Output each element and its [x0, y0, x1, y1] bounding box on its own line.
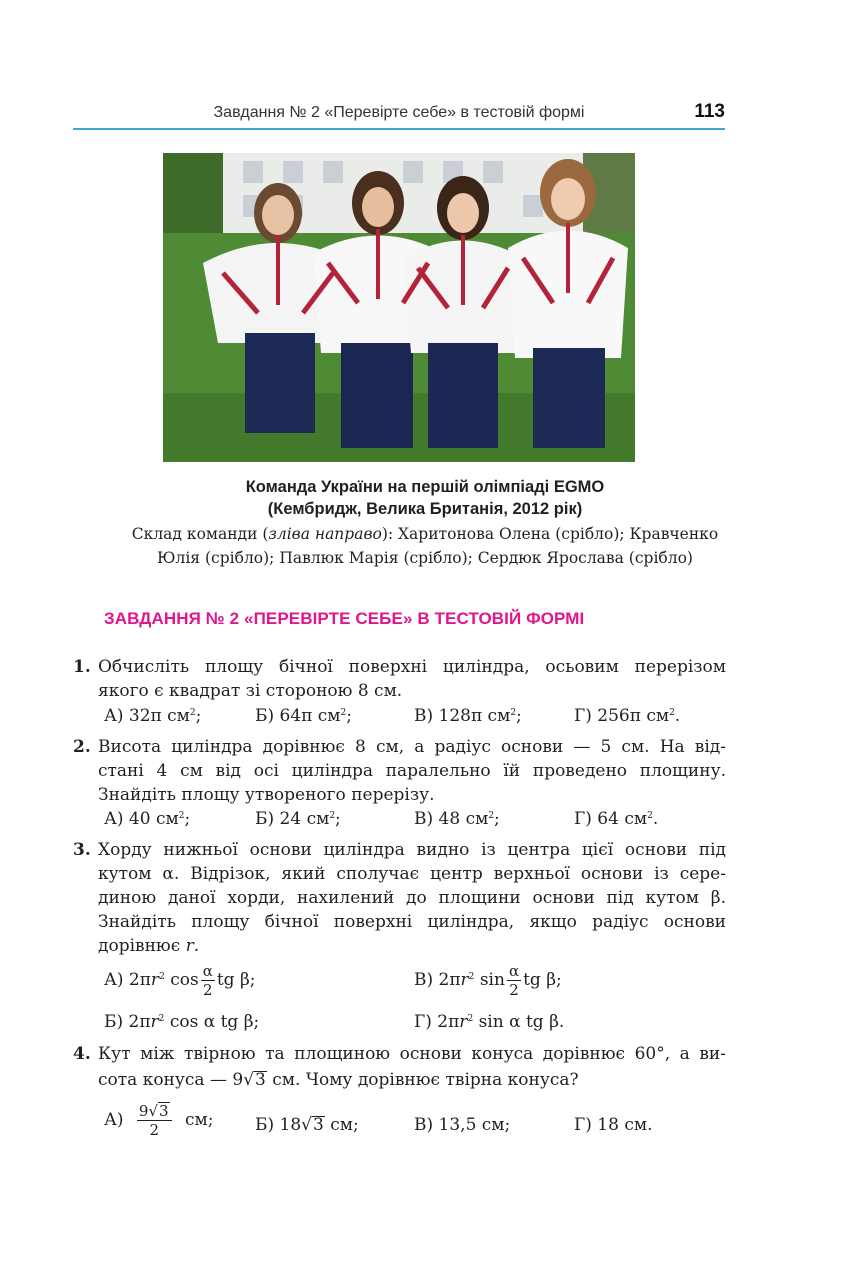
separator: ;: [184, 809, 191, 829]
math-func: cos: [170, 970, 199, 990]
radicand: 3: [159, 1102, 169, 1120]
radical-sign: √: [148, 1102, 159, 1120]
fraction-denominator: 2: [137, 1120, 172, 1139]
radicand: 3: [313, 1115, 324, 1135]
math-text: 2π: [438, 970, 461, 990]
superscript: 2: [159, 972, 165, 982]
fraction-denominator: 2: [201, 980, 215, 999]
caption-text: Склад команди (: [131, 525, 269, 543]
q2-text-line3: Знайдіть площу утвореного перерізу.: [98, 785, 435, 805]
separator: ;: [556, 970, 562, 990]
q3-text-line5: [98, 936, 199, 956]
q3-option-b: [104, 1012, 259, 1032]
fraction: [507, 962, 521, 999]
superscript: 2: [488, 811, 495, 821]
math-text: cos α tg β: [169, 1012, 254, 1032]
variable-r: r: [150, 970, 160, 990]
header-title: Завдання № 2 «Перевірте себе» в тестовій формі: [213, 104, 585, 121]
team-photo: [163, 153, 635, 462]
page-number: 113: [694, 101, 725, 122]
q4-option-a: [104, 1102, 213, 1139]
variable-r: r: [459, 1012, 468, 1032]
q1-option-a: [104, 706, 201, 726]
page-header: [73, 98, 725, 130]
q2-number: [73, 737, 91, 757]
superscript: 2: [669, 708, 675, 718]
separator: ;: [516, 706, 522, 726]
caption-emphasis: зліва направо: [268, 525, 382, 543]
q3-number: [73, 840, 91, 860]
separator: ;: [346, 706, 352, 726]
option-text: В) 48 см: [414, 809, 489, 829]
option-text: Б) 24 см: [255, 809, 330, 829]
text: дорівнює: [98, 936, 186, 956]
superscript: 2: [647, 811, 653, 821]
q1-option-d: [574, 706, 680, 726]
text: см. Чому дорівнює твірна конуса?: [266, 1070, 579, 1090]
q1-option-b: [255, 706, 352, 726]
numerator-coef: 9: [138, 1102, 149, 1120]
text: сота конуса — 9: [98, 1070, 244, 1090]
math-text: 2π: [437, 1012, 460, 1032]
question-number: 2.: [73, 737, 91, 757]
separator: ;: [195, 706, 202, 726]
q4-text-line2: [98, 1070, 579, 1090]
radical-sign: √: [301, 1115, 313, 1135]
option-label: Б): [104, 1012, 124, 1032]
fraction: [201, 962, 215, 999]
option-label: Г): [414, 1012, 432, 1032]
q2-option-a: [104, 809, 190, 829]
q4-option-d: Г) 18 см.: [574, 1115, 653, 1135]
caption-text: ): Харитонова Олена (срібло); Кравченко: [381, 525, 719, 543]
q3-option-a: [104, 962, 256, 999]
q2-option-c: [414, 809, 500, 829]
question-number: 1.: [73, 657, 91, 677]
superscript: 2: [329, 811, 336, 821]
option-label: В): [414, 970, 434, 990]
superscript: 2: [467, 1014, 474, 1024]
option-label: А): [104, 970, 124, 990]
math-text: 2π: [128, 1012, 151, 1032]
option-text: Г) 256π см: [574, 706, 670, 726]
caption-subtitle: (Кембридж, Велика Британія, 2012 рік): [267, 500, 583, 518]
variable-r: r: [460, 970, 469, 990]
section-title: ЗАВДАННЯ № 2 «ПЕРЕВІРТЕ СЕБЕ» В ТЕСТОВІЙ ФОРМІ: [104, 609, 585, 628]
q3-option-d: [414, 1012, 564, 1032]
separator: ;: [253, 1012, 260, 1032]
option-text: Б) 18: [255, 1115, 302, 1135]
superscript: 2: [189, 708, 196, 718]
fraction-numerator: [137, 1102, 172, 1120]
math-text: sin α tg β: [478, 1012, 559, 1032]
superscript: 2: [340, 708, 347, 718]
q3-text-line2: кутом α. Відрізок, який сполучає центр верхньої основи із сере-: [98, 864, 726, 884]
q1-text-line1: Обчисліть площу бічної поверхні циліндра, осьовим перерізом: [98, 657, 726, 677]
fraction: [137, 1102, 172, 1139]
caption-members-line1: [60, 525, 790, 543]
q4-number: [73, 1044, 91, 1064]
separator: ;: [249, 970, 256, 990]
radicand: 3: [255, 1070, 266, 1090]
option-text: В) 128π см: [414, 706, 511, 726]
q4-option-c: В) 13,5 см;: [414, 1115, 511, 1135]
separator: ;: [335, 809, 341, 829]
q2-option-d: [574, 809, 658, 829]
question-number: 4.: [73, 1044, 91, 1064]
math-text: 2π: [128, 970, 151, 990]
q3-text-line3: диною даної хорди, нахилений до площини основи під кутом β.: [98, 888, 726, 908]
option-text: Г) 64 см: [574, 809, 648, 829]
option-label: А): [104, 1110, 124, 1130]
variable-r: r: [185, 936, 194, 956]
q3-option-c: [414, 962, 562, 999]
superscript: 2: [510, 708, 517, 718]
superscript: 2: [178, 811, 185, 821]
math-text: tg β: [523, 970, 557, 990]
q3-text-line1: Хорду нижньої основи циліндра видно із центра цієї основи під: [98, 840, 726, 860]
fraction-denominator: 2: [507, 980, 521, 999]
separator: .: [652, 809, 659, 829]
math-text: tg β: [216, 970, 250, 990]
superscript: 2: [158, 1014, 165, 1024]
option-text: А) 40 см: [104, 809, 179, 829]
caption-members-line2: Юлія (срібло); Павлюк Марія (срібло); Сердюк Ярослава (срібло): [157, 549, 693, 567]
separator: .: [674, 706, 681, 726]
q2-text-line2: стані 4 см від осі циліндра паралельно їй проведено площину.: [98, 761, 726, 781]
q3-text-line4: Знайдіть площу бічної поверхні циліндра, якщо радіус основи: [98, 912, 726, 932]
question-number: 3.: [73, 840, 91, 860]
option-text: А) 32π см: [104, 706, 190, 726]
unit: см;: [324, 1115, 359, 1135]
option-text: Б) 64π см: [255, 706, 341, 726]
text: .: [193, 936, 200, 956]
caption-title: Команда України на першій олімпіаді EGMO: [245, 478, 605, 496]
math-func: sin: [479, 970, 505, 990]
q1-number: [73, 657, 91, 677]
separator: .: [558, 1012, 565, 1032]
radical-sign: √: [243, 1070, 255, 1090]
fraction-numerator: α: [202, 962, 213, 980]
q2-text-line1: Висота циліндра дорівнює 8 см, а радіус основи — 5 см. На від-: [98, 737, 726, 757]
superscript: 2: [468, 972, 475, 982]
q1-option-c: [414, 706, 522, 726]
variable-r: r: [150, 1012, 159, 1032]
separator: ;: [494, 809, 500, 829]
q1-text-line2: якого є квадрат зі стороною 8 см.: [98, 681, 403, 701]
q2-option-b: [255, 809, 341, 829]
unit: см;: [184, 1110, 214, 1130]
q4-text-line1: Кут між твірною та площиною основи конуса дорівнює 60°, а ви-: [98, 1044, 726, 1064]
q4-option-b: [255, 1115, 359, 1135]
fraction-numerator: α: [508, 962, 520, 980]
